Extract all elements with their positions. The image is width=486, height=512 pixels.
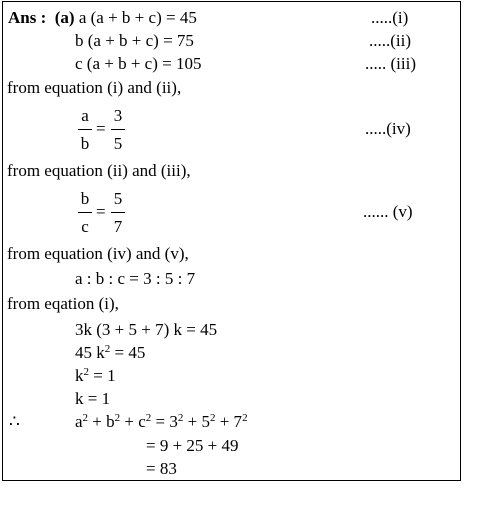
fraction-a-over-b — [78, 106, 92, 154]
step-4-text: from eqation (i), — [7, 294, 119, 313]
exponent: 2 — [83, 366, 89, 378]
exponent: 2 — [104, 343, 111, 355]
fraction-numerator: b — [80, 189, 90, 208]
k-equation-line-3 — [75, 366, 116, 386]
equation-4-tag: .....(iv) — [365, 119, 411, 138]
fraction-bar — [111, 212, 125, 213]
equation-2: b (a + b + c) = 75 — [75, 31, 194, 50]
exponent: 2 — [209, 412, 216, 424]
fraction-bar — [78, 129, 92, 130]
fraction-numerator: a — [81, 106, 89, 125]
therefore-symbol: ∴ — [9, 412, 20, 431]
term-7: + 7 — [215, 412, 243, 431]
fraction-3-over-5 — [111, 106, 125, 154]
part-label: (a) — [54, 8, 75, 27]
k-term: k — [75, 366, 84, 385]
exponent: 2 — [82, 412, 89, 424]
equals-sign: = — [96, 119, 106, 138]
fraction-denominator: b — [80, 134, 90, 153]
sum-of-squares-line — [75, 412, 248, 432]
fraction-bar — [78, 212, 92, 213]
ratio-line: a : b : c = 3 : 5 : 7 — [75, 269, 196, 288]
term-b: + b — [88, 412, 115, 431]
fraction-denominator: c — [81, 217, 89, 236]
k-result: = 1 — [89, 366, 116, 385]
term-3: = 3 — [151, 412, 178, 431]
equation-1: a (a + b + c) = 45 — [78, 8, 197, 27]
exponent: 2 — [177, 412, 184, 424]
term-a: a — [75, 412, 83, 431]
equation-3: c (a + b + c) = 105 — [75, 54, 202, 73]
fraction-numerator: 3 — [113, 106, 123, 125]
fraction-5-over-7 — [111, 189, 125, 237]
equation-2-tag: .....(ii) — [369, 31, 412, 50]
term-5: + 5 — [183, 412, 210, 431]
final-result: = 83 — [146, 459, 177, 478]
answer-box — [2, 1, 461, 481]
exponent: 2 — [114, 412, 121, 424]
k-result: = 45 — [110, 343, 146, 362]
fraction-bar — [111, 129, 125, 130]
k-equation-line-2 — [75, 343, 145, 363]
equation-1-tag: .....(i) — [371, 8, 409, 27]
k-equation-line-1: 3k (3 + 5 + 7) k = 45 — [75, 320, 218, 339]
fraction-denominator: 7 — [113, 217, 123, 236]
exponent: 2 — [242, 412, 248, 424]
answer-header — [8, 8, 197, 28]
sum-line-2: = 9 + 25 + 49 — [146, 436, 239, 455]
equals-sign: = — [96, 202, 106, 221]
k-term: 45 k — [75, 343, 105, 362]
step-2-text: from equation (ii) and (iii), — [7, 161, 191, 180]
fraction-numerator: 5 — [113, 189, 123, 208]
fraction-b-over-c — [78, 189, 92, 237]
k-equation-line-4: k = 1 — [75, 389, 111, 408]
fraction-denominator: 5 — [113, 134, 123, 153]
equation-5-tag: ...... (v) — [363, 202, 413, 221]
exponent: 2 — [145, 412, 152, 424]
step-1-text: from equation (i) and (ii), — [7, 78, 182, 97]
step-3-text: from equation (iv) and (v), — [7, 244, 189, 263]
ans-label: Ans : — [8, 8, 47, 27]
equation-3-tag: ..... (iii) — [365, 54, 416, 73]
term-c: + c — [120, 412, 146, 431]
